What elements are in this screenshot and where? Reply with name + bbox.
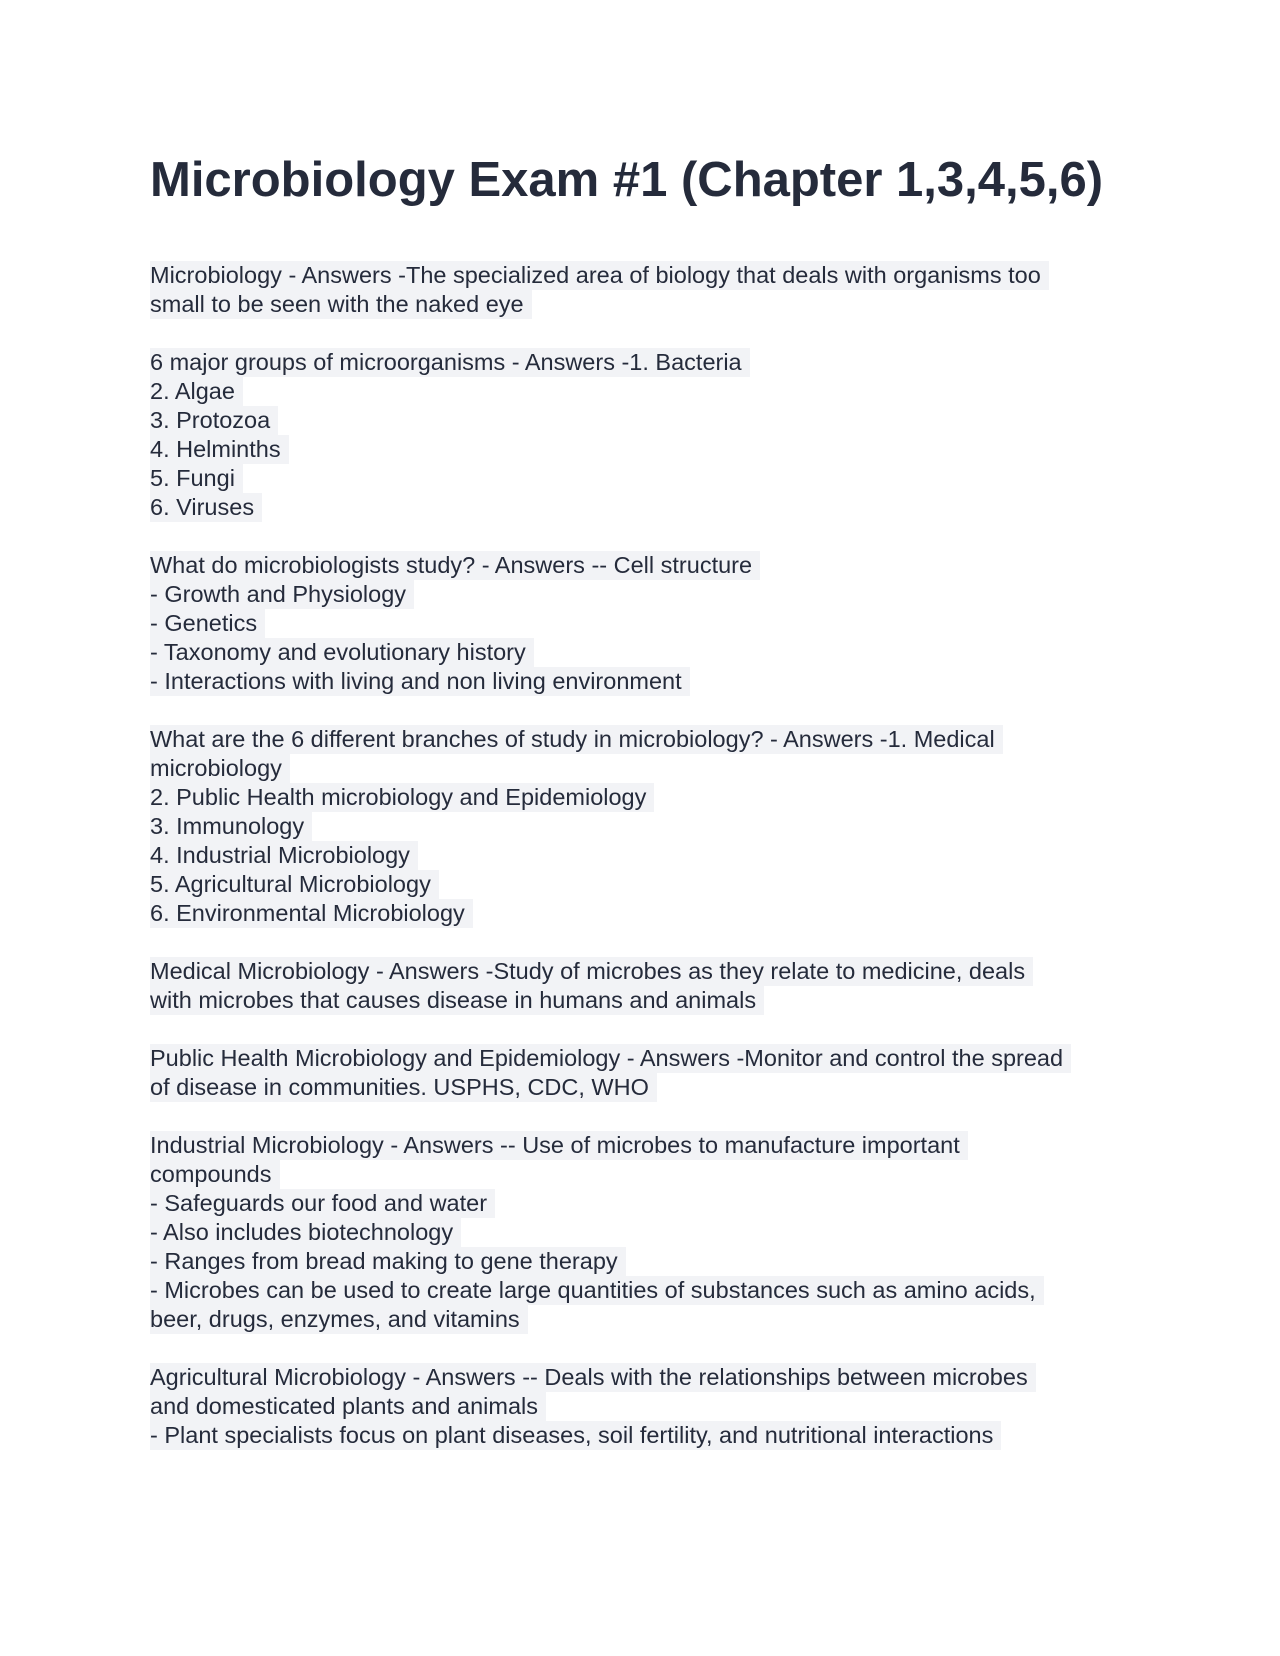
text-line: Public Health Microbiology and Epidemiology - Answers -Monitor and control the spread bbox=[150, 1044, 1071, 1073]
qa-list bbox=[150, 261, 1140, 1450]
qa-entry bbox=[150, 1131, 1140, 1334]
document-title: Microbiology Exam #1 (Chapter 1,3,4,5,6) bbox=[150, 153, 1104, 207]
text-line: 3. Protozoa bbox=[150, 406, 278, 435]
qa-entry bbox=[150, 957, 1140, 1015]
qa-entry bbox=[150, 1044, 1140, 1102]
text-line: and domesticated plants and animals bbox=[150, 1392, 546, 1421]
qa-entry bbox=[150, 1363, 1140, 1450]
qa-entry bbox=[150, 348, 1140, 522]
text-line: 5. Fungi bbox=[150, 464, 243, 493]
text-line: Agricultural Microbiology - Answers -- Deals with the relationships between microbes bbox=[150, 1363, 1036, 1392]
text-line: 2. Algae bbox=[150, 377, 243, 406]
text-line: 5. Agricultural Microbiology bbox=[150, 870, 439, 899]
qa-entry bbox=[150, 725, 1140, 928]
text-line: 6. Environmental Microbiology bbox=[150, 899, 473, 928]
text-line: compounds bbox=[150, 1160, 280, 1189]
text-line: 6. Viruses bbox=[150, 493, 262, 522]
text-line: 2. Public Health microbiology and Epidemiology bbox=[150, 783, 654, 812]
text-line: - Interactions with living and non living environment bbox=[150, 667, 690, 696]
qa-entry bbox=[150, 551, 1140, 696]
text-line: of disease in communities. USPHS, CDC, WHO bbox=[150, 1073, 657, 1102]
text-line: What are the 6 different branches of study in microbiology? - Answers -1. Medical bbox=[150, 725, 1003, 754]
document-page bbox=[150, 148, 1140, 1479]
text-line: with microbes that causes disease in humans and animals bbox=[150, 986, 764, 1015]
text-line: - Also includes biotechnology bbox=[150, 1218, 461, 1247]
text-line: beer, drugs, enzymes, and vitamins bbox=[150, 1305, 528, 1334]
text-line: 3. Immunology bbox=[150, 812, 312, 841]
text-line: - Taxonomy and evolutionary history bbox=[150, 638, 534, 667]
text-line: - Plant specialists focus on plant diseases, soil fertility, and nutritional interactions bbox=[150, 1421, 1001, 1450]
text-line: 4. Industrial Microbiology bbox=[150, 841, 418, 870]
text-line: - Ranges from bread making to gene therapy bbox=[150, 1247, 626, 1276]
text-line: Microbiology - Answers -The specialized area of biology that deals with organisms too bbox=[150, 261, 1049, 290]
text-line: Industrial Microbiology - Answers -- Use of microbes to manufacture important bbox=[150, 1131, 968, 1160]
text-line: - Microbes can be used to create large quantities of substances such as amino acids, bbox=[150, 1276, 1044, 1305]
text-line: - Safeguards our food and water bbox=[150, 1189, 495, 1218]
text-line: small to be seen with the naked eye bbox=[150, 290, 532, 319]
text-line: microbiology bbox=[150, 754, 290, 783]
text-line: What do microbiologists study? - Answers -- Cell structure bbox=[150, 551, 760, 580]
text-line: Medical Microbiology - Answers -Study of microbes as they relate to medicine, deals bbox=[150, 957, 1033, 986]
qa-entry bbox=[150, 261, 1140, 319]
text-line: 4. Helminths bbox=[150, 435, 289, 464]
text-line: - Genetics bbox=[150, 609, 265, 638]
text-line: - Growth and Physiology bbox=[150, 580, 414, 609]
text-line: 6 major groups of microorganisms - Answers -1. Bacteria bbox=[150, 348, 750, 377]
